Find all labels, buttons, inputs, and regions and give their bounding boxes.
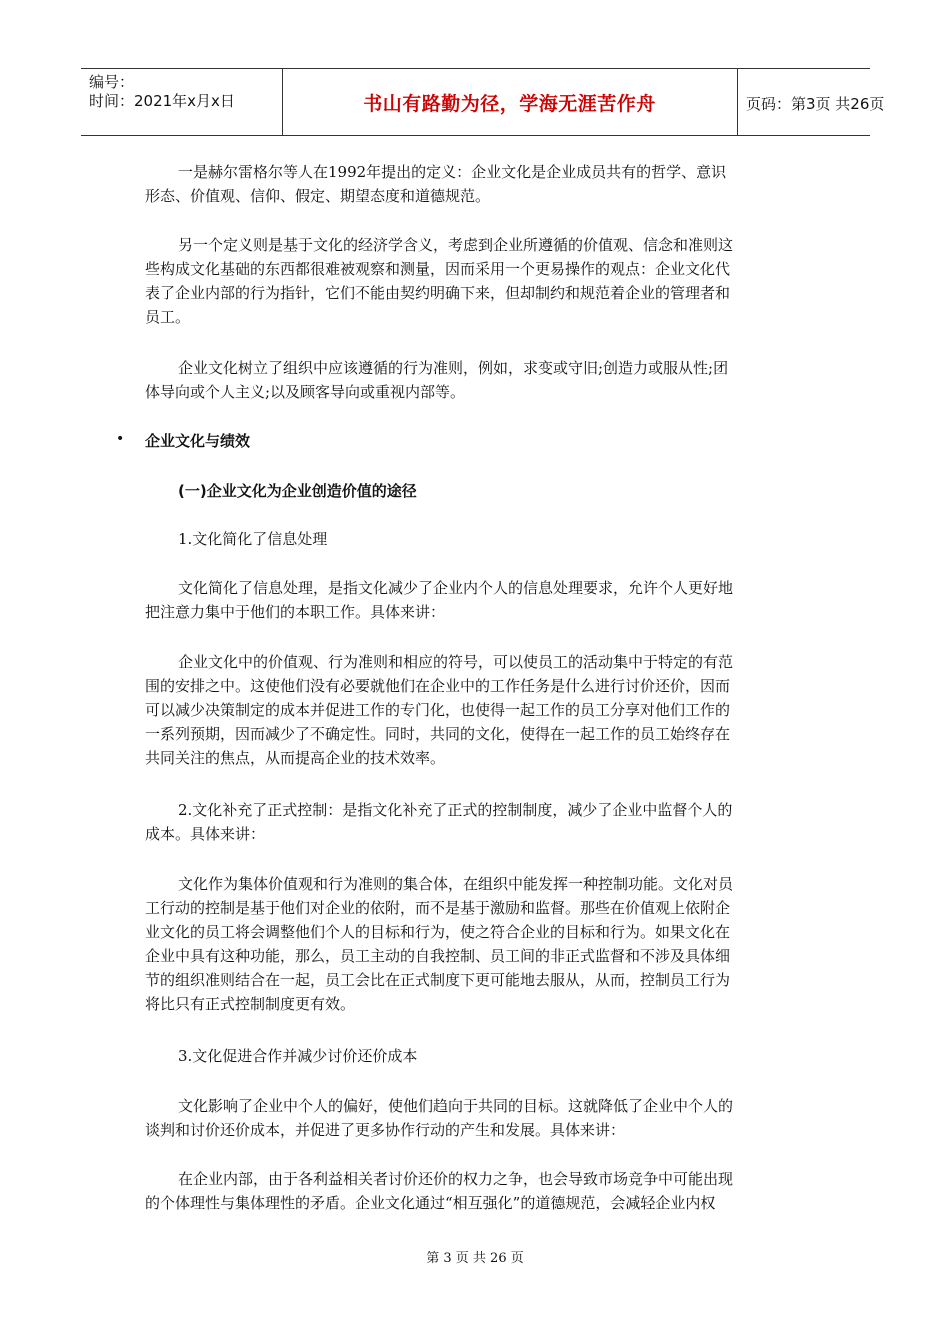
text-line: 文化作为集体价值观和行为准则的集合体，在组织中能发挥一种控制功能。文化对员 xyxy=(178,875,734,893)
text-line: 2.文化补充了正式控制：是指文化补充了正式的控制制度，减少了企业中监督个人的 xyxy=(178,801,733,819)
section-heading-text: 企业文化与绩效 xyxy=(145,432,251,450)
text-line: 些构成文化基础的东西都很难被观察和测量，因而采用一个更易操作的观点：企业文化代 xyxy=(145,260,731,278)
text-line: 表了企业内部的行为指针，它们不能由契约明确下来，但却制约和规范着企业的管理者和 xyxy=(145,284,731,302)
header-motto: 书山有路勤为径，学海无涯苦作舟 xyxy=(363,93,656,115)
text-line: 把注意力集中于他们的本职工作。具体来讲： xyxy=(145,603,446,621)
header-page-code: 页码：第3页 共26页 xyxy=(746,95,885,113)
point-3-title xyxy=(145,1044,805,1068)
text-line: 体导向或个人主义;以及顾客导向或重视内部等。 xyxy=(145,383,466,401)
text-line: 企业文化中的价值观、行为准则和相应的符号，可以使员工的活动集中于特定的有范 xyxy=(178,653,734,671)
text-line: 形态、价值观、信仰、假定、期望态度和道德规范。 xyxy=(145,187,491,205)
paragraph-behavior-norms xyxy=(145,356,805,404)
point-1-title xyxy=(145,527,805,551)
text-line: 节的组织准则结合在一起，员工会比在正式制度下更可能地去服从，从而，控制员工行为 xyxy=(145,971,731,989)
text-line: 企业文化树立了组织中应该遵循的行为准则，例如，求变或守旧;创造力或服从性;团 xyxy=(178,359,729,377)
paragraph-formal-control xyxy=(145,798,805,846)
paragraph-info-processing xyxy=(145,576,805,624)
header-meta-cell xyxy=(81,69,283,135)
paragraph-internal-bargaining xyxy=(145,1167,805,1215)
text-line: 一系列预期，因而减少了不确定性。同时，共同的文化，使得在一起工作的员工始终存在 xyxy=(145,725,731,743)
page-footer: 第 3 页 共 26 页 xyxy=(426,1251,524,1266)
bullet-dot: • xyxy=(116,431,125,447)
text-line: 3.文化促进合作并减少讨价还价成本 xyxy=(178,1047,418,1065)
header-page-cell xyxy=(738,69,885,135)
section-heading xyxy=(145,429,805,453)
header-motto-cell xyxy=(282,69,738,135)
text-line: 另一个定义则是基于文化的经济学含义，考虑到企业所遵循的价值观、信念和准则这 xyxy=(178,236,734,254)
paragraph-control-function xyxy=(145,872,805,1016)
paragraph-cooperation xyxy=(145,1094,805,1142)
text-line: 将比只有正式控制制度更有效。 xyxy=(145,995,356,1013)
text-line: 文化影响了企业中个人的偏好，使他们趋向于共同的目标。这就降低了企业中个人的 xyxy=(178,1097,734,1115)
text-line: 可以减少决策制定的成本并促进工作的专门化，也使得一起工作的员工分享对他们工作的 xyxy=(145,701,731,719)
text-line: 业文化的员工将会调整他们个人的目标和行为，使之符合企业的目标和行为。如果文化在 xyxy=(145,923,731,941)
text-line: 企业中具有这种功能，那么，员工主动的自我控制、员工间的非正式监督和不涉及具体细 xyxy=(145,947,731,965)
page-header xyxy=(81,68,885,136)
document-number-label: 编号： xyxy=(89,73,135,91)
document-date-label: 时间：2021年x月x日 xyxy=(89,92,235,110)
text-line: 成本。具体来讲： xyxy=(145,825,266,843)
text-line: 在企业内部，由于各利益相关者讨价还价的权力之争，也会导致市场竞争中可能出现 xyxy=(178,1170,734,1188)
text-line: 1.文化简化了信息处理 xyxy=(178,530,328,548)
text-line: 共同关注的焦点，从而提高企业的技术效率。 xyxy=(145,749,446,767)
paragraph-definition-2 xyxy=(145,233,805,329)
text-line: 工行动的控制是基于他们对企业的依附，而不是基于激励和监督。那些在价值观上依附企 xyxy=(145,899,731,917)
text-line: 一是赫尔雷格尔等人在1992年提出的定义：企业文化是企业成员共有的哲学、意识 xyxy=(178,163,727,181)
text-line: 围的安排之中。这使他们没有必要就他们在企业中的工作任务是什么进行讨价还价，因而 xyxy=(145,677,731,695)
subsection-heading-text: (一)企业文化为企业创造价值的途径 xyxy=(178,482,417,500)
subsection-heading xyxy=(145,479,805,503)
text-line: 文化简化了信息处理，是指文化减少了企业内个人的信息处理要求，允许个人更好地 xyxy=(178,579,734,597)
paragraph-values-symbols xyxy=(145,650,805,770)
text-line: 的个体理性与集体理性的矛盾。企业文化通过“相互强化”的道德规范，会减轻企业内权 xyxy=(145,1194,716,1212)
text-line: 员工。 xyxy=(145,308,191,326)
paragraph-definition-1 xyxy=(145,160,805,208)
text-line: 谈判和讨价还价成本，并促进了更多协作行动的产生和发展。具体来讲： xyxy=(145,1121,626,1139)
